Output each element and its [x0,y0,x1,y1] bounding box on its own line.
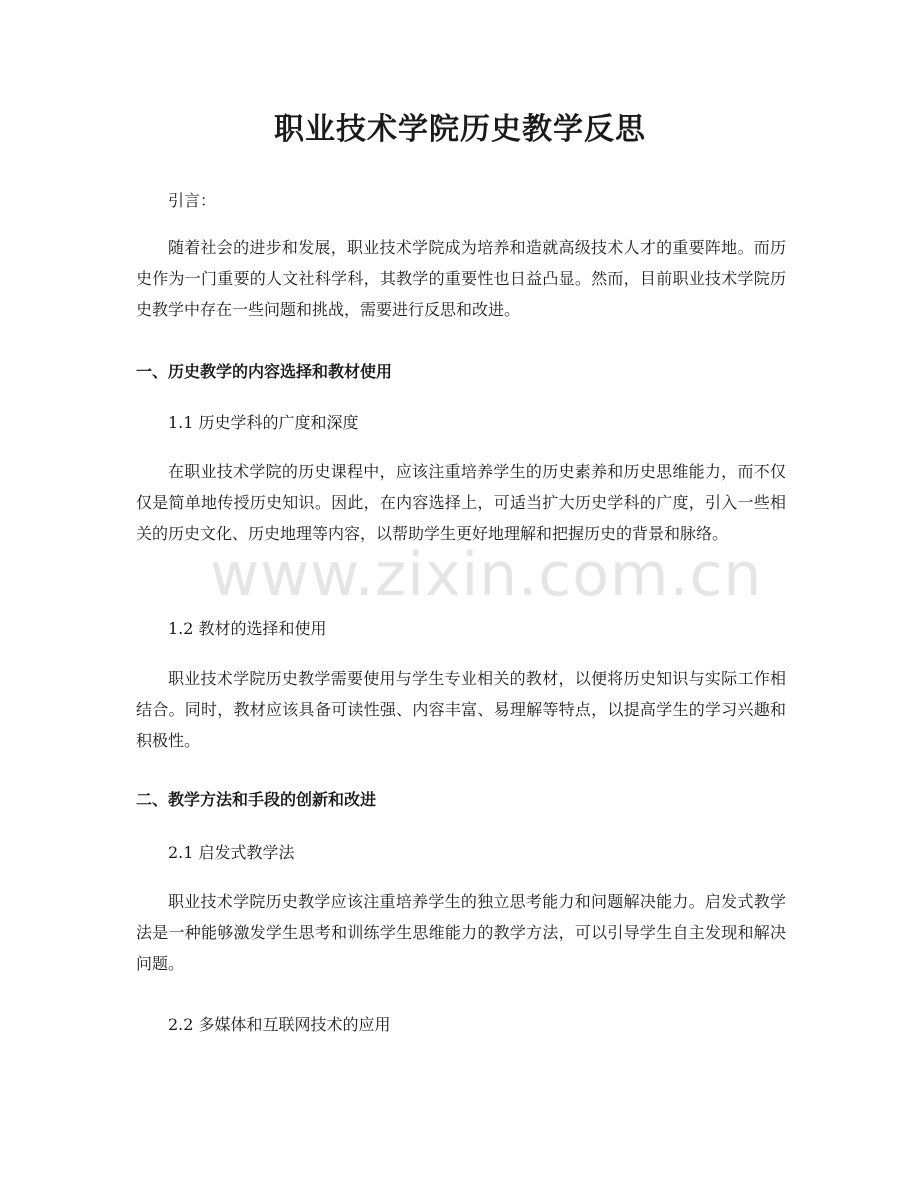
section1-heading: 一、历史教学的内容选择和教材使用 [136,362,393,381]
section1-2-heading: 1.2 教材的选择和使用 [168,619,327,638]
section2-1-paragraph: 职业技术学院历史教学应该注重培养学生的独立思考能力和问题解决能力。启发式教学法是一种能够激发学生思考和训练学生思维能力的教学方法，可以引导学生自主发现和解决问题。 [136,892,786,973]
section2-heading: 二、教学方法和手段的创新和改进 [136,790,377,809]
section1-2-paragraph: 职业技术学院历史教学需要使用与学生专业相关的教材，以便将历史知识与实际工作相结合。同时，教材应该具备可读性强、内容丰富、易理解等特点，以提高学生的学习兴趣和积极性。 [136,669,786,750]
intro-label: 引言： [168,191,217,210]
page-title: 职业技术学院历史教学反思 [274,112,646,147]
watermark: www.zixin.com.cn [210,540,763,610]
section2-1-heading: 2.1 启发式教学法 [168,843,295,862]
section2-2-heading: 2.2 多媒体和互联网技术的应用 [168,1015,391,1034]
intro-paragraph: 随着社会的进步和发展，职业技术学院成为培养和造就高级技术人才的重要阵地。而历史作为一门重要的人文社科学科，其教学的重要性也日益凸显。然而，目前职业技术学院历史教学中存在一些问题和挑战，需要进行反思和改进。 [136,238,786,319]
section1-1-heading: 1.1 历史学科的广度和深度 [168,413,359,432]
section1-1-paragraph: 在职业技术学院的历史课程中，应该注重培养学生的历史素养和历史思维能力，而不仅仅是简单地传授历史知识。因此，在内容选择上，可适当扩大历史学科的广度，引入一些相关的历史文化、历史地理等内容，以帮助学生更好地理解和把握历史的背景和脉络。 [136,462,786,543]
